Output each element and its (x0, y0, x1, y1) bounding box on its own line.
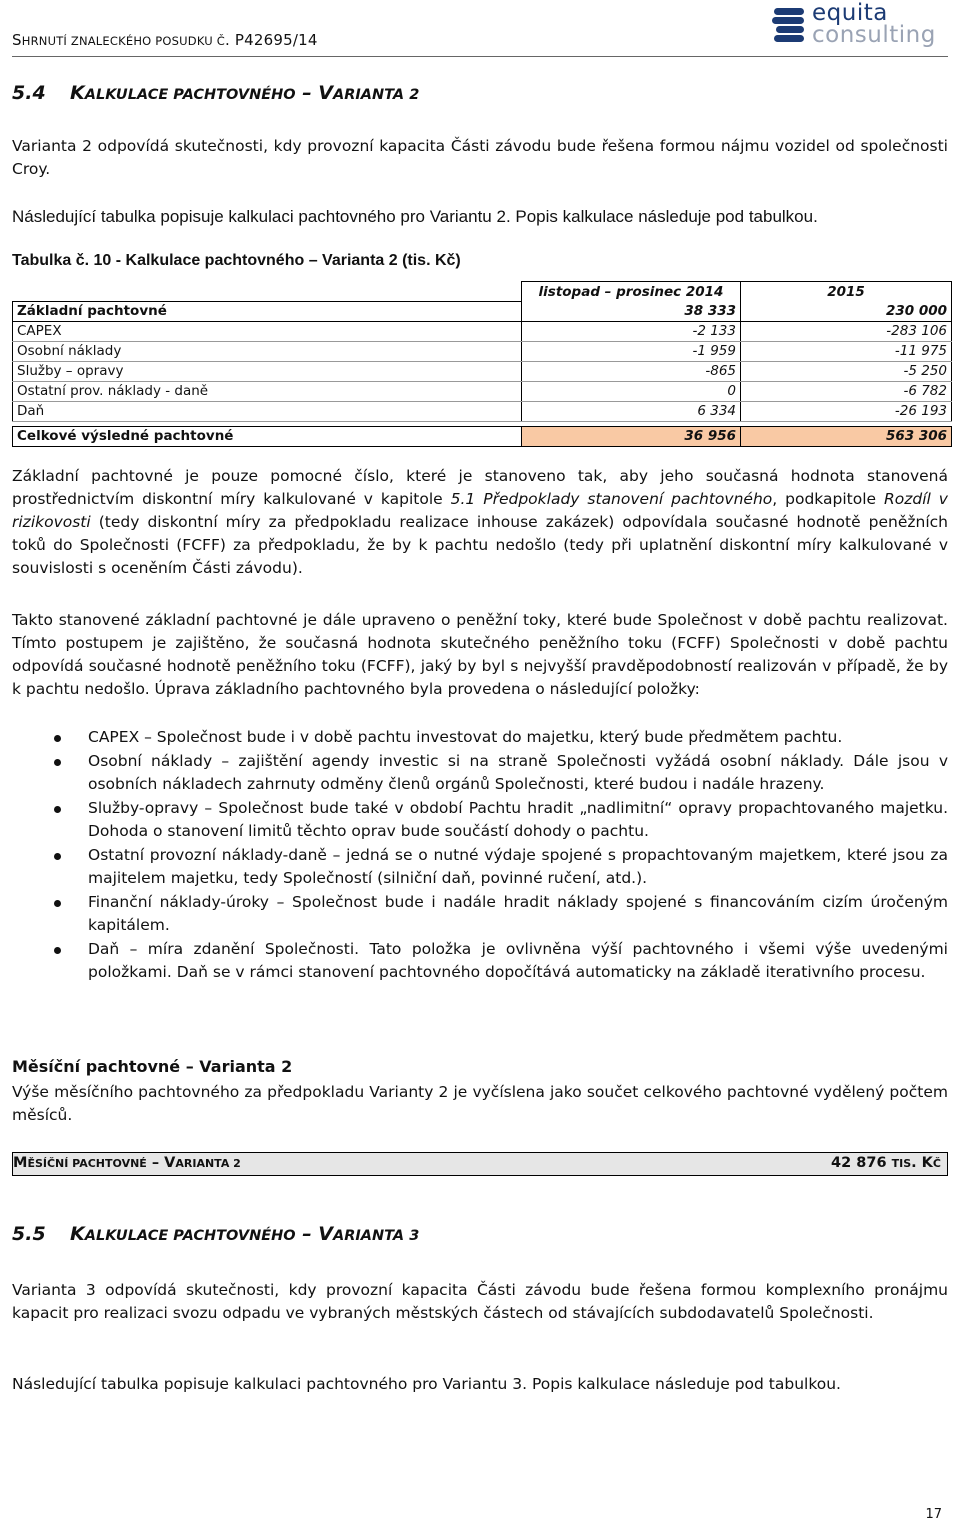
list-item (12, 750, 948, 796)
table-header-col1: listopad – prosinec 2014 (522, 282, 741, 302)
section-title-part: – V (295, 1223, 334, 1245)
bullet-icon (54, 900, 61, 907)
bullet-icon (54, 759, 61, 766)
logo-mark-icon (772, 6, 808, 44)
table-cell-label: Služby – opravy (13, 361, 522, 381)
text-run: , podkapitole (772, 490, 884, 508)
table-cell-value: -283 106 (741, 321, 952, 341)
document-page (12, 0, 948, 1526)
table-caption: Tabulka č. 10 - Kalkulace pachtovného – Varianta 2 (tis. Kč) (12, 252, 461, 269)
table-cell-label: Daň (13, 401, 522, 421)
list-item-text: Ostatní provozní náklady-daně – jedná se o nutné výdaje spojené s propachtovaným majetkem, které jsou za majitelem majetku, tedy Společností (silniční daň, povinné ručení, atd.). (88, 846, 948, 887)
table-cell-value: 563 306 (741, 426, 952, 446)
list-item-text: Služby-opravy – Společnost bude také v období Pachtu hradit „nadlimitní“ opravy propachtovaného majetku. Dohoda o stanovení limitů těchto oprav bude součástí dohody o pachtu. (88, 799, 948, 840)
text-run: Základní pachtovné je pouze pomocné číslo, které je stanoveno tak, aby jeho současná hodnota stanovená prostřednictvím diskontní míry kalkulované v kapitole (12, 467, 948, 508)
paragraph-table-intro: Následující tabulka popisuje kalkulaci pachtovného pro Variantu 2. Popis kalkulace následuje pod tabulkou. (12, 207, 818, 226)
paragraph-variant-3-table-intro: Následující tabulka popisuje kalkulaci pachtovného pro Variantu 3. Popis kalkulace následuje pod tabulkou. (12, 1375, 841, 1393)
page-number: 17 (925, 1507, 942, 1522)
section-number: 5.5 (12, 1223, 46, 1245)
list-item (12, 891, 948, 937)
paragraph-base-rent-explanation (12, 465, 948, 580)
bullet-icon (54, 806, 61, 813)
table-cell-label: Celkové výsledné pachtovné (13, 426, 522, 446)
table-cell-value: 0 (522, 381, 741, 401)
label-part: ARIANTA 2 (175, 1157, 241, 1170)
label-part: M (13, 1155, 28, 1171)
table-header-empty (13, 282, 522, 302)
list-item (12, 726, 948, 749)
section-title-part: K (70, 1223, 85, 1245)
list-item (12, 797, 948, 843)
table-cell-value: 36 956 (522, 426, 741, 446)
table-cell-value: -2 133 (522, 321, 741, 341)
table-cell-value: -26 193 (741, 401, 952, 421)
monthly-rent-value (831, 1155, 941, 1171)
list-item-text: Daň – míra zdanění Společnosti. Tato položka je ovlivněna výší pachtovného i všemi výše uvedenými položkami. Daň se v rámci stanovení pachtovného dopočítává automaticky na základě iterativního procesu. (88, 940, 948, 981)
section-title-part: ARIANTA 2 (333, 87, 420, 103)
value-number: 42 876 (831, 1155, 892, 1171)
adjustment-list (12, 726, 948, 985)
table-cell-value: -6 782 (741, 381, 952, 401)
table-header-row (13, 282, 952, 302)
list-item (12, 938, 948, 984)
subheading-monthly-rent: Měsíční pachtovné – Varianta 2 (12, 1057, 293, 1076)
bullet-icon (54, 735, 61, 742)
running-header (12, 31, 318, 49)
equita-logo (772, 2, 942, 48)
table-cell-value: 6 334 (522, 401, 741, 421)
table-row (13, 321, 952, 341)
chapter-reference: 5.1 Předpoklady stanovení pachtovného (450, 490, 773, 508)
header-title-first: S (12, 31, 22, 49)
table-row-base (13, 301, 952, 321)
paragraph-variant-2-intro: Varianta 2 odpovídá skutečnosti, kdy provozní kapacita Části závodu bude řešena formou nájmu vozidel od společnosti Croy. (12, 137, 948, 178)
calculation-table (12, 281, 952, 447)
logo-word-consulting: consulting (812, 22, 936, 48)
list-item (12, 844, 948, 890)
section-title-part: ARIANTA 3 (333, 1228, 420, 1244)
label-part: ĚSÍČNÍ PACHTOVNÉ (27, 1157, 147, 1170)
table-header-col2: 2015 (741, 282, 952, 302)
monthly-rent-box (12, 1152, 948, 1176)
section-title-5-4 (12, 82, 419, 104)
table-cell-value: 38 333 (522, 301, 741, 321)
paragraph-monthly-rent: Výše měsíčního pachtovného za předpokladu Varianty 2 je vyčíslena jako součet celkového pachtovné vydělený počtem měsíců. (12, 1083, 948, 1124)
label-part: – V (146, 1155, 176, 1171)
table-cell-value: -1 959 (522, 341, 741, 361)
table-cell-label: Osobní náklady (13, 341, 522, 361)
bullet-icon (54, 947, 61, 954)
table-row (13, 381, 952, 401)
table-row (13, 361, 952, 381)
section-title-part: ALKULACE PACHTOVNÉHO (84, 87, 296, 103)
logo-word-equita: equita (812, 0, 888, 26)
subchapter-reference: Rozdíl v rizikovosti (12, 490, 948, 531)
value-unit: . K (911, 1155, 933, 1171)
table-row-total (13, 426, 952, 446)
table-cell-label: CAPEX (13, 321, 522, 341)
header-title-tail: . P42695/14 (224, 31, 318, 49)
section-title-part: K (70, 82, 85, 104)
bullet-icon (54, 853, 61, 860)
header-title-rest: HRNUTÍ ZNALECKÉHO POSUDKU Č (21, 34, 225, 48)
table-row (13, 401, 952, 421)
header-rule (12, 56, 948, 57)
list-item-text: Osobní náklady – zajištění agendy investic si na straně Společnosti vyžádá osobní náklady. Dále jsou v osobních nákladech zahrnuty odměny členů orgánů Společnosti, které budou i nadále hrazeny. (88, 752, 948, 793)
list-item-text: CAPEX – Společnost bude i v době pachtu investovat do majetku, který bude předmětem pachtu. (88, 728, 843, 746)
section-number: 5.4 (12, 82, 46, 104)
list-item-text: Finanční náklady-úroky – Společnost bude i nadále hradit náklady spojené s financováním cizím úročeným kapitálem. (88, 893, 948, 934)
table-cell-value: -5 250 (741, 361, 952, 381)
value-unit: Č (932, 1157, 941, 1170)
paragraph-adjustments: Takto stanovené základní pachtovné je dále upraveno o peněžní toky, které bude Společnost v době pachtu realizovat. Tímto postupem je zajištěno, že současná hodnota skutečného peněžního toku (FCFF) Společnosti v době pachtu odpovídá současné hodnotě peněžního toku (FCFF), jaký by byl s nejvyšší pravděpodobností realizován v případě, že by k pachtu nedošlo. Úprava základního pachtovného byla provedena o následující položky: (12, 611, 948, 698)
section-title-part: ALKULACE PACHTOVNÉHO (84, 1228, 296, 1244)
table-cell-label: Základní pachtovné (13, 301, 522, 321)
table-cell-value: -11 975 (741, 341, 952, 361)
table-cell-label: Ostatní prov. náklady - daně (13, 381, 522, 401)
section-title-5-5 (12, 1223, 419, 1245)
table-cell-value: 230 000 (741, 301, 952, 321)
monthly-rent-label (13, 1155, 241, 1171)
section-title-part: – V (295, 82, 334, 104)
paragraph-variant-3-intro: Varianta 3 odpovídá skutečnosti, kdy provozní kapacita Části závodu bude řešena formou komplexního pronájmu kapacit pro realizaci svozu odpadu ve vybraných městských částech od stávajících subdodavatelů Společnosti. (12, 1281, 948, 1322)
table-cell-value: -865 (522, 361, 741, 381)
text-run: (tedy diskontní míry za předpokladu realizace inhouse zakázek) odpovídala současné hodnotě peněžních toků do Společnosti (FCFF) za předpokladu, že by k pachtu nedošlo (tedy při uplatnění diskontní míry kalkulované v souvislosti s oceněním Části závodu). (12, 513, 948, 577)
value-unit: TIS (891, 1157, 912, 1170)
table-row (13, 341, 952, 361)
